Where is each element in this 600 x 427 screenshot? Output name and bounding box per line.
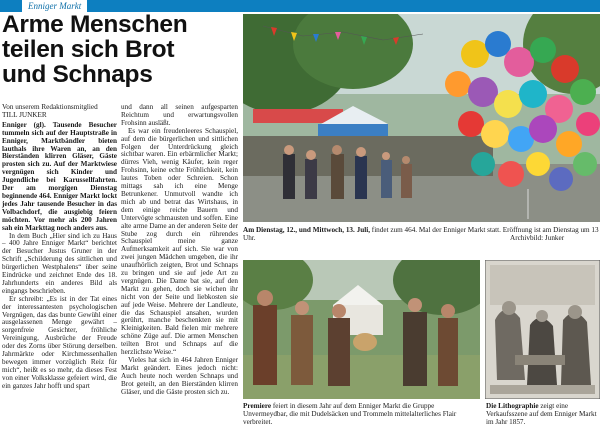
article-column-1 <box>2 104 117 391</box>
caption-lead: Premiere <box>243 402 272 410</box>
byline-intro: Von unserem Redaktionsmitglied <box>2 103 98 111</box>
lithograph-caption <box>486 402 600 426</box>
body-paragraph: Vieles hat sich in 464 Jahren Enniger Markt geändert. Eines jedoch nicht: Auch heute noch werden Schnaps und Brot geteilt, an den Bierständen klirren Gläser, und die Gäste prosten sich zu. <box>121 356 238 396</box>
caption-lead: Die Lithographie <box>486 402 539 410</box>
lithograph-image <box>485 260 600 399</box>
band-photo <box>243 260 480 399</box>
photo-credit: Archivbild: Junker <box>510 234 565 242</box>
headline-line: und Schnaps <box>2 61 153 88</box>
article-column-2 <box>121 104 238 397</box>
headline-line: teilen sich Brot <box>2 36 175 63</box>
caption-text: zeigt eine Verkaufsszene auf dem Enniger Markt im Jahr 1857. <box>486 402 597 426</box>
market-photo <box>243 14 600 222</box>
body-paragraph: Er schreibt: „Es ist in der Tat eines der interessantesten psychologischen Vergnügen, das das bunte Gewühl einer ausgelassenen Menge gewährt – sorgenfreie Gesichter, fröhliche Vereinigung, Ausbrüche der Freude oder des Zorns über Störung derselben. Jahrmärkte oder Kirchmessenhallen bewegen immer vorzüglich Reiz für mich“, heißt es so mehr, da dieses Fest von einer Volksklasse gefeiert wird, die ein ganzes Jahr hofft und spart <box>2 294 117 390</box>
headline-line: Arme Menschen <box>2 11 188 38</box>
caption-text: findet zum 464. Mal der Enniger Markt statt. Eröffnung ist am Dienstag um 13 Uhr. <box>243 226 599 242</box>
body-paragraph: und dann all seinen aufgesparten Reichtum und erwartungsvollen Frohsinn ausläßt. <box>121 103 238 127</box>
byline-author: TILL JUNKER <box>2 110 47 119</box>
headline <box>2 12 238 87</box>
lead-paragraph: Enniger (gl). Tausende Besucher tummeln sich auf der Hauptstraße in Enniger, Marktbändler bieten lauthals ihre Waren an, an den Bierständen klirren Gläser, Gäste prosten sich zu. Auf der Marktwiese vergnügen sich Kinder und Jugendliche bei Karussellfahrten. Der am morgigen Dienstag beginnende 464. Enniger Markt lockt jedes Jahr tausende Besucher in das Volbachdorf, die ausgiebig feiern möchten. Vor mehr als 200 Jahren sah ein Markttag noch anders aus. <box>2 120 117 232</box>
caption-lead: Am Dienstag, 12., und Mittwoch, 13. Juli, <box>243 226 370 234</box>
body-paragraph: Es war ein freudenleeres Schauspiel, auf dem die bürgerlichen und sittlichen Folgen der Unterdrückung gleich sichtbar waren. Ein erbärmlicher Markt; dürres Vieh, wenig Käufer, kein reger Frohsinn, keine echte Fröhlichkeit, kein lautes Toben oder Schreien. Schon mittags sah ich eine Menge Betrunkener. Unmutvoll wandte ich mich ab und betrat das Wirtshaus, in dem einige reiche Bauern und Untervögte schmausten und soffen. Eine alte arme Dame an der anderen Seite der Stube zog durch ein rührendes Schauspiel meine ganze Aufmerksamkeit auf sich. Sie war von zwei jungen Mädchen umgeben, die ihr unaufhörlich zeigten, Brot und Schnaps zu bringen und sie auf jede Art zu vergnügen. Die Dame bat sie, auf den Markt zu gehen, doch sie wichen ihr nicht von der Seite und liebkosten sie auf jede Weise. Mehrere der Landleute, die das Schauspiel ansahen, wurden gerührt, manche beschenkten sie mit Kleinigkeiten. Bald fielen mir mehrere schöne Züge auf. Die armen Menschen teilten Brot und Schnaps auf die herzlichste Weise.“ <box>121 126 238 357</box>
section-label: Enniger Markt <box>22 0 87 12</box>
band-photo-caption <box>243 402 480 426</box>
caption-text: feiert in diesem Jahr auf dem Enniger Markt die Gruppe Unvermeydbar, die mit Dudelsäcken und Trommeln mittelalterliches Flair verbreitet. <box>243 402 457 426</box>
body-paragraph: In dem Buch „Hier sind ich zu Haus – 400 Jahre Enniger Markt“ berichtet der Besucher Justus Gruner in der Schrift „Schilderung des sittlichen und bürgerlichen Westphalens“ über seine Eindrücke und zeichnet Ende des 18. Jahrhunderts ein anderes Bild als eingangs beschrieben. <box>2 231 117 295</box>
